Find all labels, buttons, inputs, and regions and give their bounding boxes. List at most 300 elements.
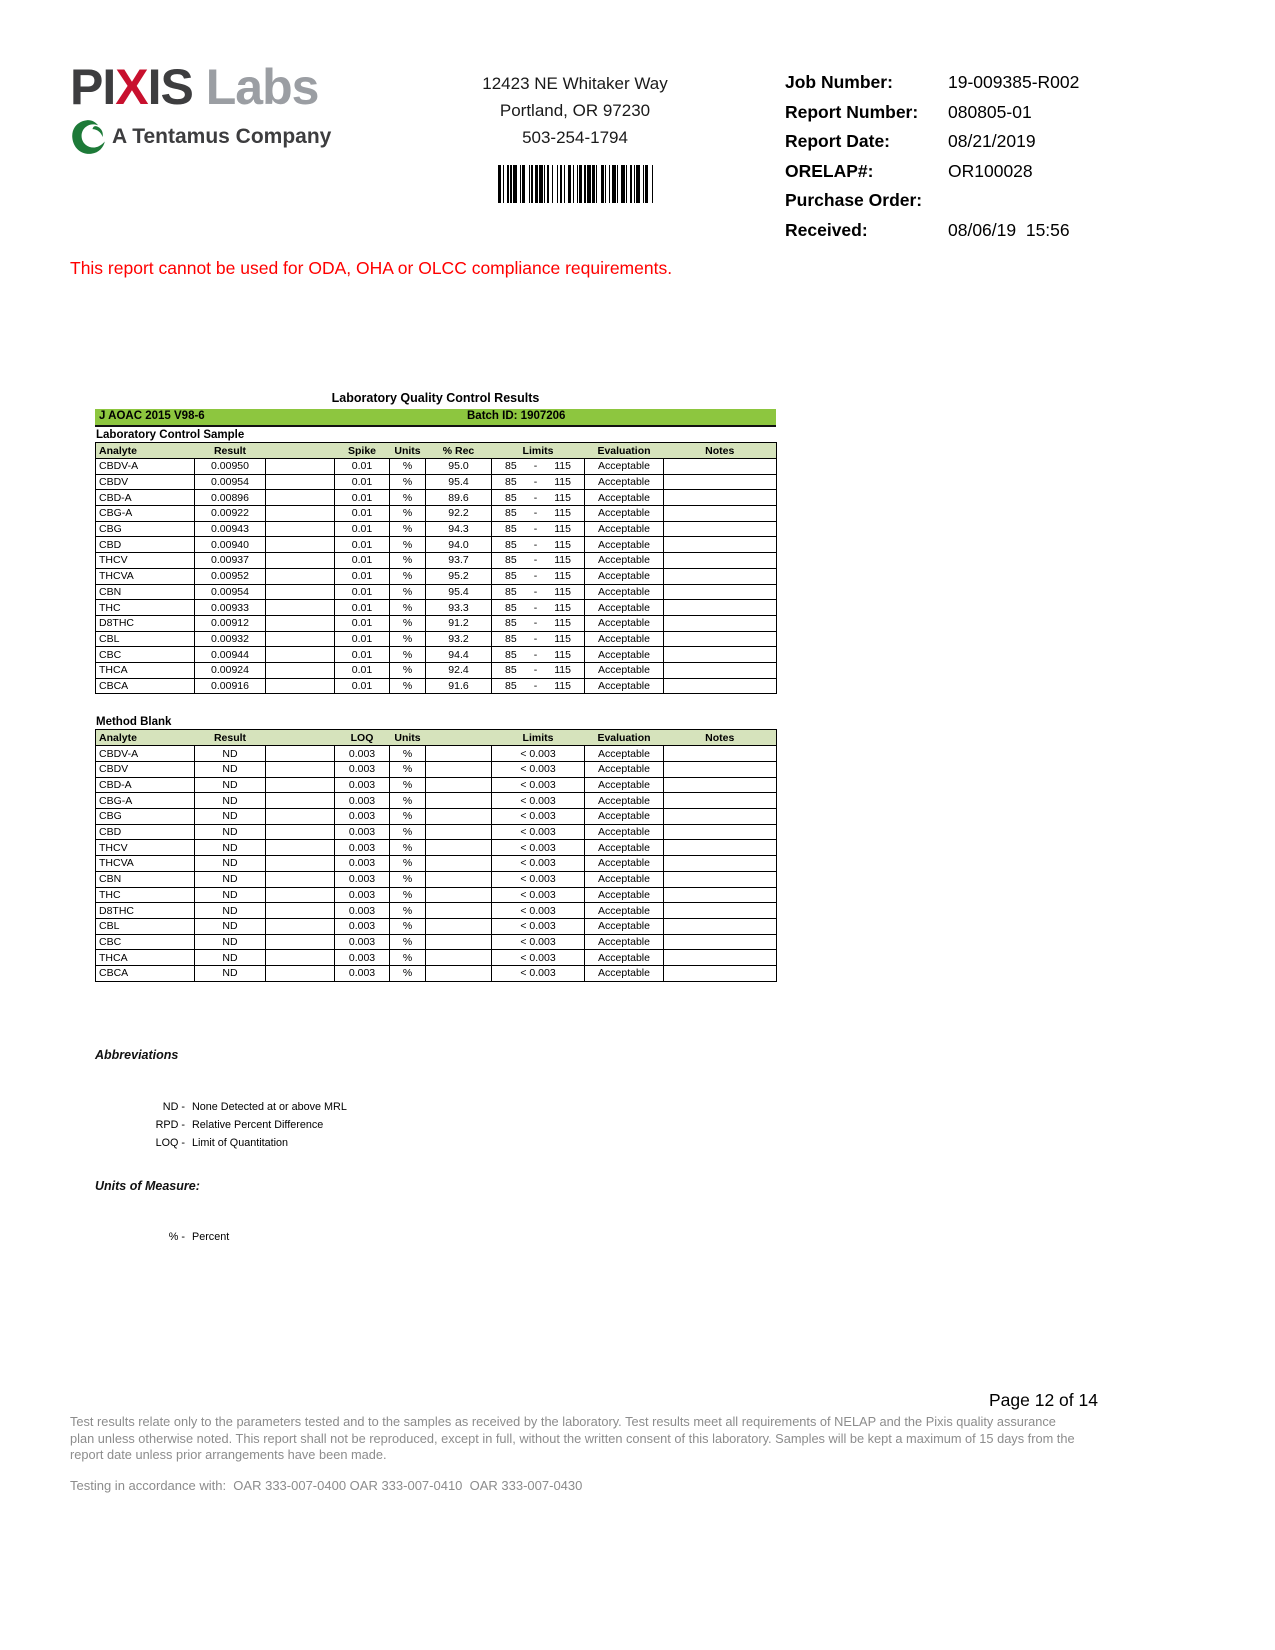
limit-low: 85 <box>505 507 517 520</box>
report-info-block <box>785 72 1215 249</box>
spike-cell: 0.01 <box>335 459 390 475</box>
units-of-measure-list <box>95 1228 695 1246</box>
limit-dash: - <box>533 523 538 536</box>
empty-cell <box>266 490 335 506</box>
page-number: Page 12 of 14 <box>989 1390 1098 1410</box>
limits-cell <box>492 631 585 647</box>
units-cell: % <box>390 521 426 537</box>
result-cell: ND <box>195 746 266 762</box>
spike-cell: 0.01 <box>335 647 390 663</box>
lab-address <box>430 70 720 203</box>
analyte-cell: THCV <box>96 553 195 569</box>
table-row <box>96 506 777 522</box>
result-cell: 0.00924 <box>195 662 266 678</box>
empty-cell <box>266 950 335 966</box>
footer-disclaimer: Test results relate only to the parameters tested and to the samples as received by the laboratory. Test results meet all requirements of NELAP and the Pixis quality assurance plan unless otherwise noted. This report shall not be reproduced, except in full, without the written consent of this laboratory. Samples will be kept a maximum of 15 days from the report date unless prior arrangements have been made. <box>70 1414 1075 1462</box>
loq-cell: 0.003 <box>335 840 390 856</box>
column-header: Units <box>394 444 421 457</box>
notes-cell <box>664 903 777 919</box>
result-cell: ND <box>195 824 266 840</box>
column-header: Analyte <box>99 444 137 457</box>
evaluation-cell: Acceptable <box>585 840 664 856</box>
result-cell: ND <box>195 950 266 966</box>
spike-cell: 0.01 <box>335 631 390 647</box>
empty-cell <box>266 746 335 762</box>
limits-cell <box>492 615 585 631</box>
mb-section-title: Method Blank <box>96 716 172 729</box>
rec-cell <box>426 793 492 809</box>
evaluation-cell: Acceptable <box>585 490 664 506</box>
info-label: Purchase Order: <box>785 190 923 210</box>
rec-cell <box>426 840 492 856</box>
limits-range <box>495 633 581 645</box>
info-value: 08/06/19 15:56 <box>948 219 1070 240</box>
analyte-cell: CBN <box>96 584 195 600</box>
report-info-row <box>785 102 1215 123</box>
limit-dash: - <box>533 460 538 473</box>
result-cell: ND <box>195 762 266 778</box>
definition-abbr: % - <box>168 1231 185 1243</box>
rec-cell: 94.0 <box>426 537 492 553</box>
evaluation-cell: Acceptable <box>585 474 664 490</box>
limits-range <box>495 570 581 582</box>
limits-cell: < 0.003 <box>492 856 585 872</box>
units-cell: % <box>390 600 426 616</box>
notes-cell <box>664 762 777 778</box>
analyte-cell: CBD <box>96 824 195 840</box>
notes-cell <box>664 553 777 569</box>
units-cell: % <box>390 568 426 584</box>
table-row <box>96 840 777 856</box>
analyte-cell: THC <box>96 600 195 616</box>
limit-dash: - <box>533 664 538 677</box>
address-line: Portland, OR 97230 <box>499 101 651 120</box>
result-cell: 0.00912 <box>195 615 266 631</box>
empty-cell <box>266 824 335 840</box>
lcs-table <box>95 442 777 694</box>
limit-low: 85 <box>505 617 517 630</box>
limit-low: 85 <box>505 664 517 677</box>
column-header <box>426 730 492 746</box>
empty-cell <box>266 903 335 919</box>
limit-high: 115 <box>554 538 571 551</box>
empty-cell <box>266 459 335 475</box>
info-label: ORELAP#: <box>785 160 874 181</box>
units-cell: % <box>390 918 426 934</box>
logo-wordmark: PIXIS Labs <box>70 59 319 115</box>
limits-cell: < 0.003 <box>492 965 585 981</box>
analyte-cell: CBDV-A <box>96 459 195 475</box>
limits-range <box>495 539 581 551</box>
result-cell: 0.00954 <box>195 584 266 600</box>
units-cell: % <box>390 584 426 600</box>
units-cell: % <box>390 840 426 856</box>
analyte-cell: CBC <box>96 647 195 663</box>
limit-low: 85 <box>505 601 517 614</box>
address-line: 503-254-1794 <box>522 128 628 147</box>
notes-cell <box>664 459 777 475</box>
limits-range <box>495 664 581 676</box>
evaluation-cell: Acceptable <box>585 903 664 919</box>
compliance-notice: This report cannot be used for ODA, OHA or OLCC compliance requirements. <box>70 258 673 278</box>
result-cell: ND <box>195 887 266 903</box>
units-cell: % <box>390 615 426 631</box>
units-cell: % <box>390 809 426 825</box>
definition-text: Relative Percent Difference <box>192 1119 324 1131</box>
limit-high: 115 <box>554 585 571 598</box>
table-row <box>96 459 777 475</box>
result-cell: 0.00932 <box>195 631 266 647</box>
evaluation-cell: Acceptable <box>585 600 664 616</box>
logo-tagline <box>70 118 331 156</box>
limit-low: 85 <box>505 538 517 551</box>
column-header: Result <box>213 731 247 744</box>
analyte-cell: CBG <box>96 809 195 825</box>
units-cell: % <box>390 965 426 981</box>
limit-dash: - <box>533 601 538 614</box>
units-cell: % <box>390 506 426 522</box>
analyte-cell: CBG-A <box>96 506 195 522</box>
evaluation-cell: Acceptable <box>585 678 664 694</box>
rec-cell: 94.4 <box>426 647 492 663</box>
evaluation-cell: Acceptable <box>585 506 664 522</box>
units-cell: % <box>390 777 426 793</box>
notes-cell <box>664 537 777 553</box>
definition-item <box>95 1098 695 1116</box>
limits-range <box>495 523 581 535</box>
analyte-cell: CBG-A <box>96 793 195 809</box>
loq-cell: 0.003 <box>335 903 390 919</box>
barcode-image <box>498 165 653 203</box>
result-cell: 0.00950 <box>195 459 266 475</box>
evaluation-cell: Acceptable <box>585 950 664 966</box>
table-row <box>96 777 777 793</box>
empty-cell <box>266 521 335 537</box>
table-row <box>96 631 777 647</box>
rec-cell: 95.0 <box>426 459 492 475</box>
units-cell: % <box>390 934 426 950</box>
empty-cell <box>266 793 335 809</box>
result-cell: 0.00922 <box>195 506 266 522</box>
empty-cell <box>266 840 335 856</box>
table-row <box>96 934 777 950</box>
spike-cell: 0.01 <box>335 490 390 506</box>
result-cell: ND <box>195 840 266 856</box>
definition-abbr: LOQ - <box>155 1137 185 1149</box>
units-cell: % <box>390 856 426 872</box>
limits-cell <box>492 459 585 475</box>
tentamus-leaf-icon <box>70 118 106 156</box>
empty-cell <box>266 631 335 647</box>
result-cell: ND <box>195 871 266 887</box>
notes-cell <box>664 934 777 950</box>
units-cell: % <box>390 887 426 903</box>
limits-cell: < 0.003 <box>492 777 585 793</box>
result-cell: ND <box>195 934 266 950</box>
analyte-cell: THCV <box>96 840 195 856</box>
empty-cell <box>266 856 335 872</box>
rec-cell: 93.3 <box>426 600 492 616</box>
empty-cell <box>266 600 335 616</box>
rec-cell: 93.7 <box>426 553 492 569</box>
empty-cell <box>266 584 335 600</box>
limit-dash: - <box>533 476 538 489</box>
spike-cell: 0.01 <box>335 678 390 694</box>
rec-cell: 95.2 <box>426 568 492 584</box>
rec-cell <box>426 856 492 872</box>
qc-results-section <box>95 391 776 982</box>
loq-cell: 0.003 <box>335 871 390 887</box>
info-label: Job Number: <box>785 72 893 92</box>
table-row <box>96 918 777 934</box>
spike-cell: 0.01 <box>335 600 390 616</box>
analyte-cell: CBD-A <box>96 777 195 793</box>
method-blank-table <box>95 729 777 981</box>
limits-range <box>495 649 581 661</box>
limits-cell: < 0.003 <box>492 824 585 840</box>
limits-cell <box>492 553 585 569</box>
limits-range <box>495 476 581 488</box>
report-info-row <box>785 72 1215 93</box>
analyte-cell: CBL <box>96 918 195 934</box>
empty-cell <box>266 965 335 981</box>
table-row <box>96 950 777 966</box>
limits-cell <box>492 537 585 553</box>
column-header: Notes <box>705 731 735 744</box>
report-info-row <box>785 131 1215 152</box>
loq-cell: 0.003 <box>335 777 390 793</box>
limits-range <box>495 460 581 472</box>
analyte-cell: D8THC <box>96 615 195 631</box>
limits-range <box>495 680 581 692</box>
analyte-cell: THCA <box>96 662 195 678</box>
empty-cell <box>266 553 335 569</box>
units-cell: % <box>390 662 426 678</box>
limit-high: 115 <box>554 648 571 661</box>
result-cell: 0.00933 <box>195 600 266 616</box>
analyte-cell: CBN <box>96 871 195 887</box>
info-label: Report Number: <box>785 101 919 122</box>
limits-cell: < 0.003 <box>492 809 585 825</box>
limits-cell: < 0.003 <box>492 950 585 966</box>
notes-cell <box>664 474 777 490</box>
limit-low: 85 <box>505 523 517 536</box>
evaluation-cell: Acceptable <box>585 793 664 809</box>
limits-cell <box>492 521 585 537</box>
notes-cell <box>664 777 777 793</box>
definition-text: Limit of Quantitation <box>192 1137 289 1149</box>
limit-high: 115 <box>554 632 571 645</box>
pixis-labs-logo <box>70 59 332 156</box>
result-cell: 0.00937 <box>195 553 266 569</box>
limit-dash: - <box>533 538 538 551</box>
loq-cell: 0.003 <box>335 887 390 903</box>
report-info-row <box>785 190 1215 211</box>
evaluation-cell: Acceptable <box>585 856 664 872</box>
empty-cell <box>266 809 335 825</box>
notes-cell <box>664 809 777 825</box>
empty-cell <box>266 474 335 490</box>
notes-cell <box>664 887 777 903</box>
barcode-bar <box>652 165 653 203</box>
rec-cell <box>426 934 492 950</box>
result-cell: 0.00896 <box>195 490 266 506</box>
result-cell: 0.00940 <box>195 537 266 553</box>
rec-cell <box>426 965 492 981</box>
loq-cell: 0.003 <box>335 950 390 966</box>
abbreviations-section <box>95 1048 695 1246</box>
table-row <box>96 490 777 506</box>
limits-cell <box>492 647 585 663</box>
notes-cell <box>664 824 777 840</box>
table-row <box>96 762 777 778</box>
rec-cell: 93.2 <box>426 631 492 647</box>
analyte-cell: CBDV <box>96 762 195 778</box>
tagline-text: A Tentamus Company <box>112 125 332 148</box>
limit-high: 115 <box>554 491 571 504</box>
limit-dash: - <box>533 617 538 630</box>
limits-cell: < 0.003 <box>492 918 585 934</box>
loq-cell: 0.003 <box>335 762 390 778</box>
evaluation-cell: Acceptable <box>585 459 664 475</box>
units-cell: % <box>390 631 426 647</box>
table-row <box>96 903 777 919</box>
table-row <box>96 615 777 631</box>
table-row <box>96 662 777 678</box>
empty-cell <box>266 568 335 584</box>
notes-cell <box>664 600 777 616</box>
result-cell: ND <box>195 809 266 825</box>
result-cell: 0.00952 <box>195 568 266 584</box>
evaluation-cell: Acceptable <box>585 631 664 647</box>
evaluation-cell: Acceptable <box>585 887 664 903</box>
analyte-cell: CBD-A <box>96 490 195 506</box>
table-row <box>96 553 777 569</box>
limits-cell: < 0.003 <box>492 903 585 919</box>
notes-cell <box>664 506 777 522</box>
result-cell: ND <box>195 793 266 809</box>
analyte-cell: CBDV-A <box>96 746 195 762</box>
limit-dash: - <box>533 491 538 504</box>
result-cell: 0.00916 <box>195 678 266 694</box>
limit-high: 115 <box>554 679 571 692</box>
evaluation-cell: Acceptable <box>585 762 664 778</box>
limit-low: 85 <box>505 570 517 583</box>
limits-range <box>495 554 581 566</box>
limit-dash: - <box>533 507 538 520</box>
column-header: Limits <box>522 731 554 744</box>
table-row <box>96 809 777 825</box>
limits-range <box>495 586 581 598</box>
notes-cell <box>664 647 777 663</box>
evaluation-cell: Acceptable <box>585 568 664 584</box>
evaluation-cell: Acceptable <box>585 662 664 678</box>
loq-cell: 0.003 <box>335 918 390 934</box>
limits-cell: < 0.003 <box>492 840 585 856</box>
evaluation-cell: Acceptable <box>585 824 664 840</box>
notes-cell <box>664 746 777 762</box>
rec-cell: 91.6 <box>426 678 492 694</box>
limit-dash: - <box>533 570 538 583</box>
analyte-cell: CBCA <box>96 965 195 981</box>
loq-cell: 0.003 <box>335 934 390 950</box>
column-header: % Rec <box>442 444 475 457</box>
column-header <box>266 443 335 459</box>
definition-abbr: ND - <box>162 1101 185 1113</box>
units-cell: % <box>390 746 426 762</box>
table-row <box>96 568 777 584</box>
limit-high: 115 <box>554 617 571 630</box>
notes-cell <box>664 615 777 631</box>
rec-cell <box>426 746 492 762</box>
evaluation-cell: Acceptable <box>585 584 664 600</box>
empty-cell <box>266 615 335 631</box>
result-cell: ND <box>195 903 266 919</box>
units-of-measure-title: Units of Measure: <box>95 1179 200 1193</box>
limits-cell: < 0.003 <box>492 762 585 778</box>
method-batch-bar <box>95 409 776 427</box>
abbreviations-list <box>95 1098 695 1152</box>
spike-cell: 0.01 <box>335 474 390 490</box>
limit-low: 85 <box>505 679 517 692</box>
table-row <box>96 746 777 762</box>
loq-cell: 0.003 <box>335 746 390 762</box>
column-header: Evaluation <box>597 444 651 457</box>
empty-cell <box>266 887 335 903</box>
limit-high: 115 <box>554 507 571 520</box>
limit-low: 85 <box>505 476 517 489</box>
table-row <box>96 678 777 694</box>
limits-cell <box>492 584 585 600</box>
evaluation-cell: Acceptable <box>585 553 664 569</box>
rec-cell <box>426 809 492 825</box>
spike-cell: 0.01 <box>335 615 390 631</box>
limit-high: 115 <box>554 570 571 583</box>
notes-cell <box>664 965 777 981</box>
column-header: Units <box>394 731 421 744</box>
evaluation-cell: Acceptable <box>585 965 664 981</box>
empty-cell <box>266 762 335 778</box>
limit-high: 115 <box>554 554 571 567</box>
spike-cell: 0.01 <box>335 553 390 569</box>
qc-title: Laboratory Quality Control Results <box>331 391 540 405</box>
units-cell: % <box>390 474 426 490</box>
evaluation-cell: Acceptable <box>585 537 664 553</box>
limits-cell <box>492 568 585 584</box>
units-cell: % <box>390 459 426 475</box>
rec-cell <box>426 871 492 887</box>
evaluation-cell: Acceptable <box>585 777 664 793</box>
column-header: LOQ <box>350 731 374 744</box>
analyte-cell: CBCA <box>96 678 195 694</box>
column-header: Evaluation <box>597 731 651 744</box>
loq-cell: 0.003 <box>335 793 390 809</box>
empty-cell <box>266 678 335 694</box>
notes-cell <box>664 631 777 647</box>
lcs-header-row <box>96 443 777 459</box>
rec-cell <box>426 762 492 778</box>
evaluation-cell: Acceptable <box>585 746 664 762</box>
units-cell: % <box>390 647 426 663</box>
column-header: Analyte <box>99 731 137 744</box>
evaluation-cell: Acceptable <box>585 647 664 663</box>
spike-cell: 0.01 <box>335 662 390 678</box>
abbreviations-title: Abbreviations <box>95 1048 179 1062</box>
definition-text: None Detected at or above MRL <box>192 1101 347 1113</box>
table-row <box>96 474 777 490</box>
definition-item <box>95 1228 695 1246</box>
limits-cell: < 0.003 <box>492 746 585 762</box>
